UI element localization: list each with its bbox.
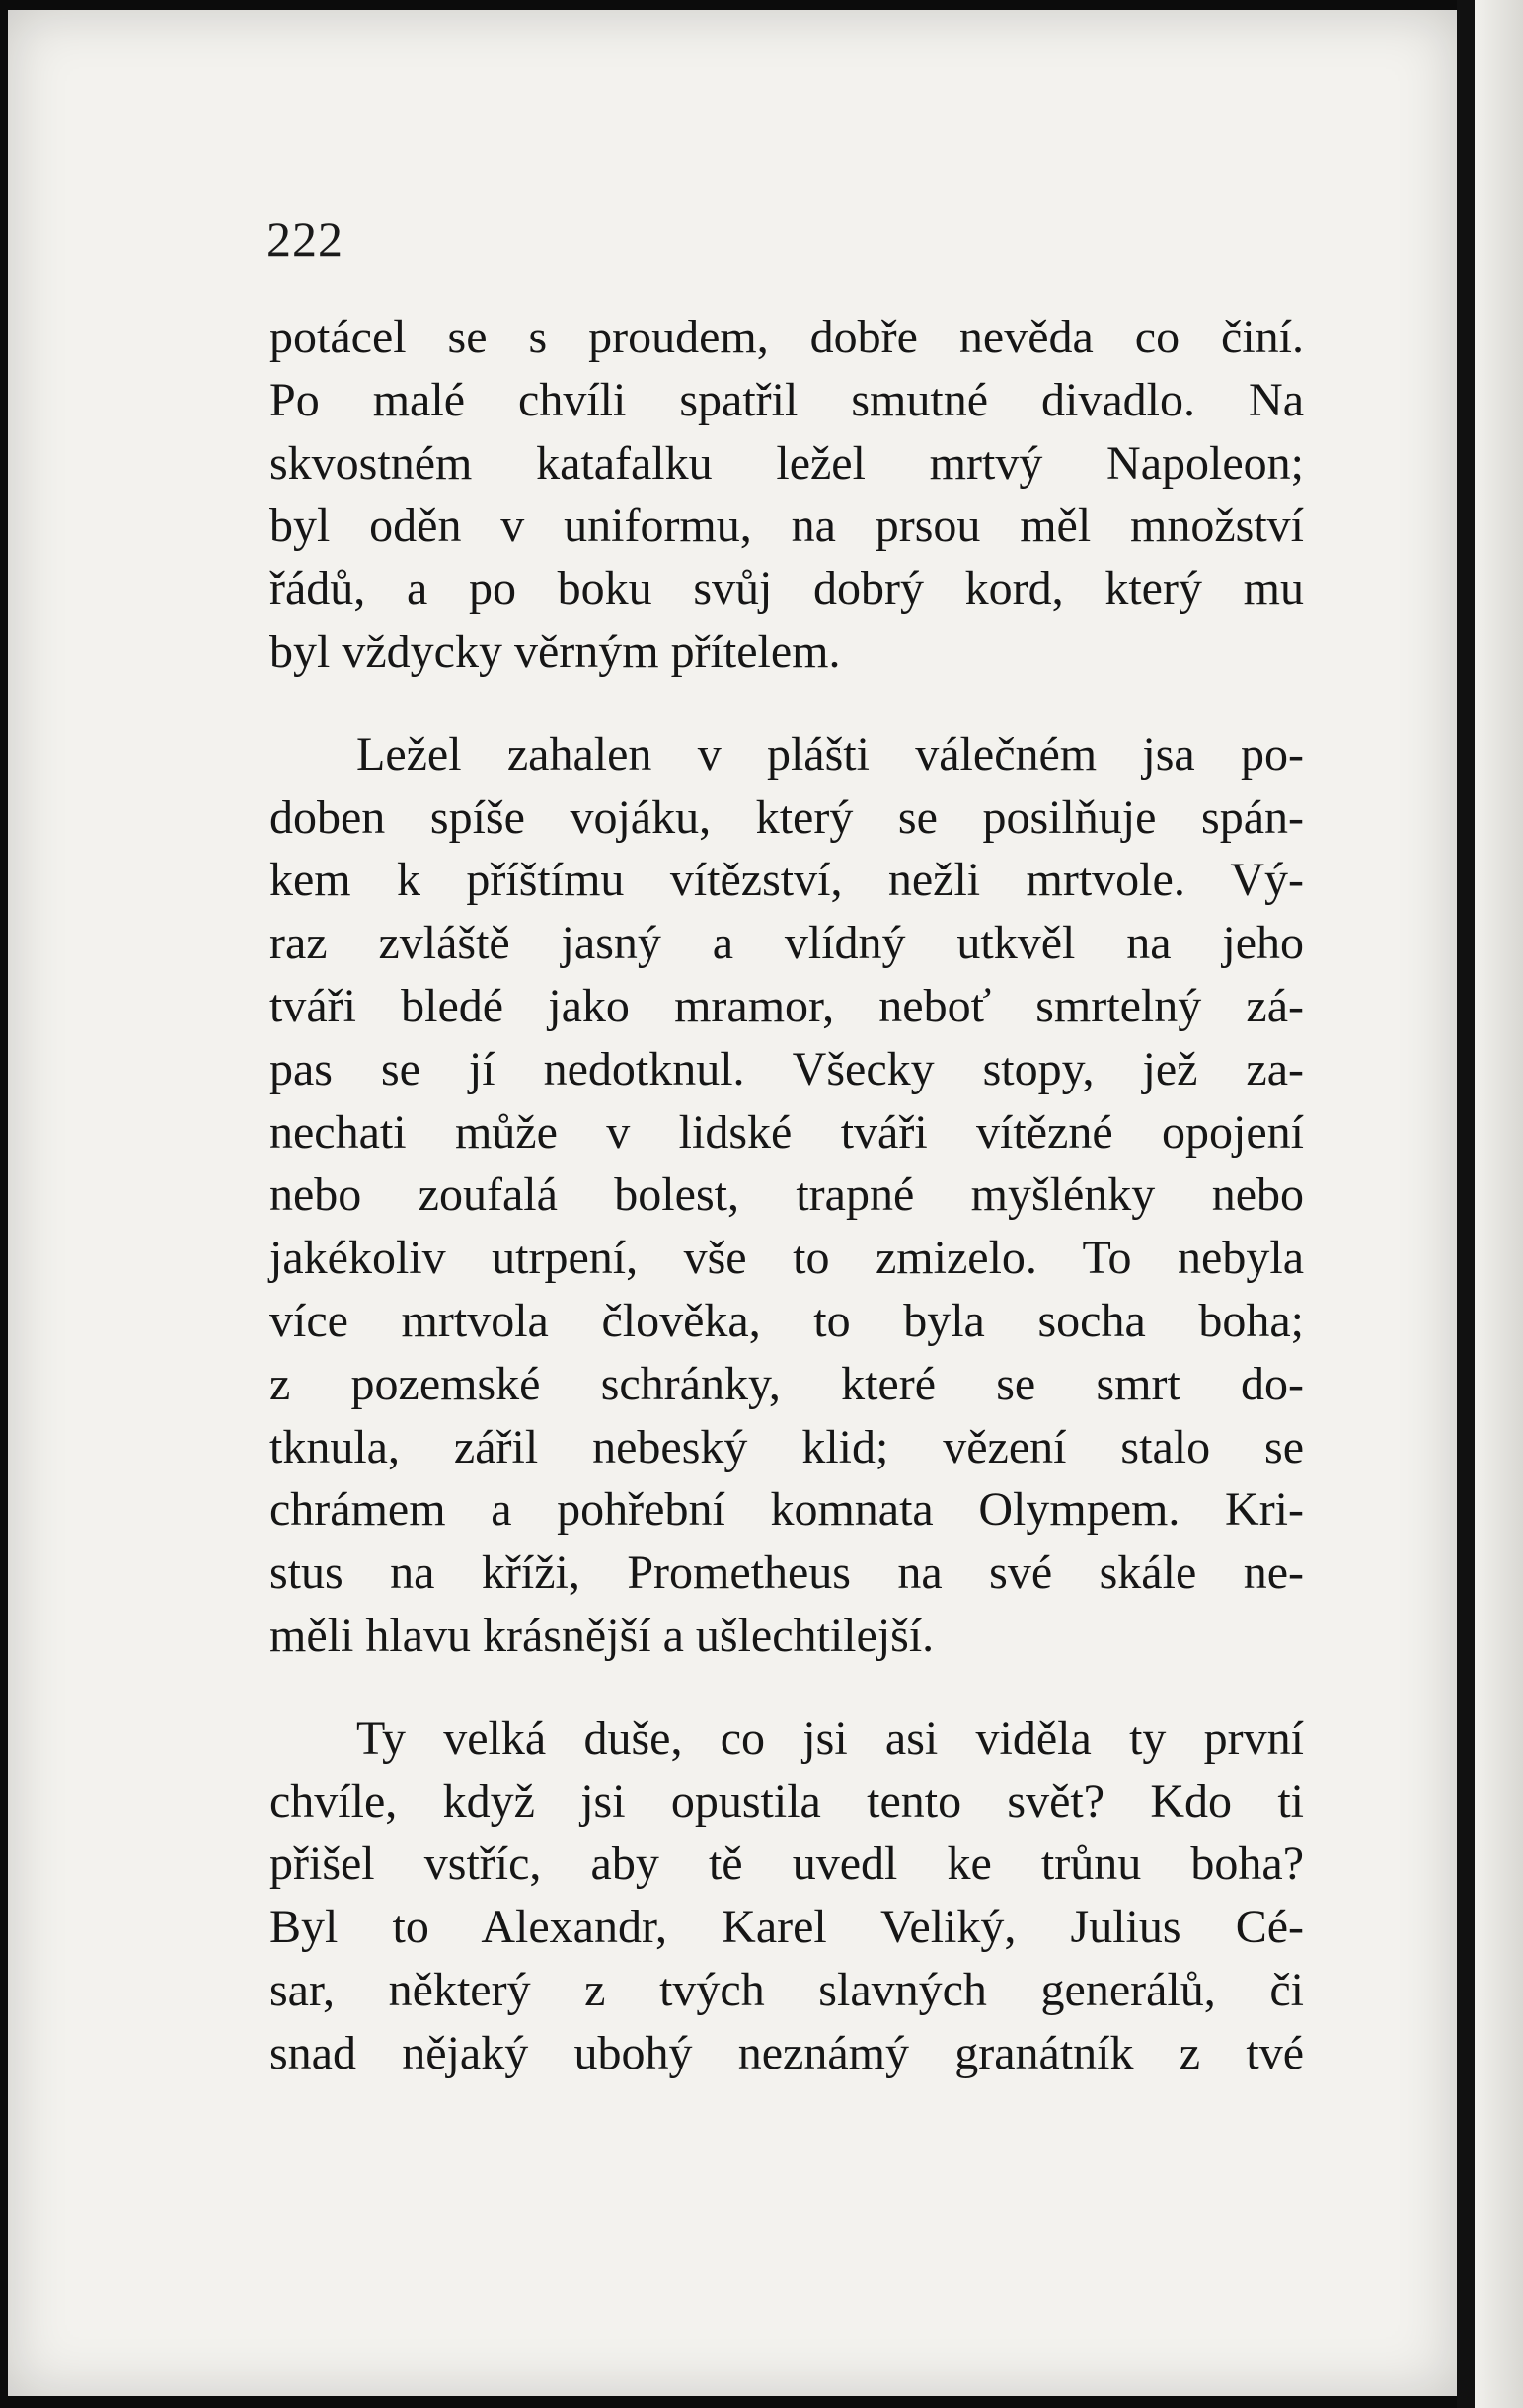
- text-line: Ležel zahalen v plášti válečném jsa po-: [356, 727, 1304, 781]
- text-line: potácel se s proudem, dobře nevěda co činí.: [269, 311, 1304, 363]
- text-line: stus na kříži, Prometheus na své skále ne-: [269, 1546, 1304, 1600]
- paragraph-3: [269, 1707, 1304, 2085]
- text-line: doben spíše vojáku, který se posilňuje spán-: [269, 790, 1304, 844]
- text-line: kem k příštímu vítězství, nežli mrtvole. Vý-: [269, 854, 1304, 907]
- text-line: přišel vstříc, aby tě uvedl ke trůnu boha?: [269, 1838, 1304, 1891]
- paragraph-2: [269, 723, 1304, 1668]
- body-text: [269, 306, 1304, 2085]
- text-line: pas se jí nedotknul. Všecky stopy, jež za-: [269, 1042, 1304, 1095]
- text-line: raz zvláště jasný a vlídný utkvěl na jeho: [269, 917, 1304, 970]
- text-line: více mrtvola člověka, to byla socha boha;: [269, 1294, 1304, 1347]
- text-line: nechati může v lidské tváři vítězné opojení: [269, 1105, 1304, 1159]
- text-line: chrámem a pohřební komnata Olympem. Kri-: [269, 1483, 1304, 1537]
- text-line: skvostném katafalku ležel mrtvý Napoleon;: [269, 436, 1304, 489]
- text-line: byl oděn v uniformu, na prsou měl množství: [269, 499, 1304, 553]
- paragraph-1: [269, 306, 1304, 684]
- text-line: byl vždycky věrným přítelem.: [269, 625, 841, 678]
- scan-edge: [1457, 0, 1475, 2408]
- text-line: sar, některý z tvých slavných generálů, či: [269, 1963, 1304, 2016]
- book-page: [8, 10, 1457, 2396]
- text-line: měli hlavu krásnější a ušlechtilejší.: [269, 1609, 935, 1662]
- text-line: řádů, a po boku svůj dobrý kord, který mu: [269, 563, 1304, 616]
- text-line: jakékoliv utrpení, vše to zmizelo. To nebyla: [269, 1232, 1304, 1285]
- text-line: tknula, zářil nebeský klid; vězení stalo se: [269, 1420, 1304, 1473]
- text-line: tváři bledé jako mramor, neboť smrtelný zá-: [269, 979, 1304, 1032]
- text-line: Po malé chvíli spatřil smutné divadlo. Na: [269, 373, 1304, 426]
- text-line: Byl to Alexandr, Karel Veliký, Julius Cé-: [269, 1901, 1304, 1954]
- page-number: 222: [267, 211, 343, 266]
- text-line: nebo zoufalá bolest, trapné myšlénky nebo: [269, 1168, 1304, 1222]
- text-line: Ty velká duše, co jsi asi viděla ty první: [356, 1711, 1304, 1765]
- text-line: chvíle, když jsi opustila tento svět? Kdo ti: [269, 1774, 1304, 1828]
- text-line: snad nějaký ubohý neznámý granátník z tvé: [269, 2026, 1304, 2079]
- text-line: z pozemské schránky, které se smrt do-: [269, 1357, 1304, 1410]
- adjacent-page-edge: [1475, 0, 1523, 2408]
